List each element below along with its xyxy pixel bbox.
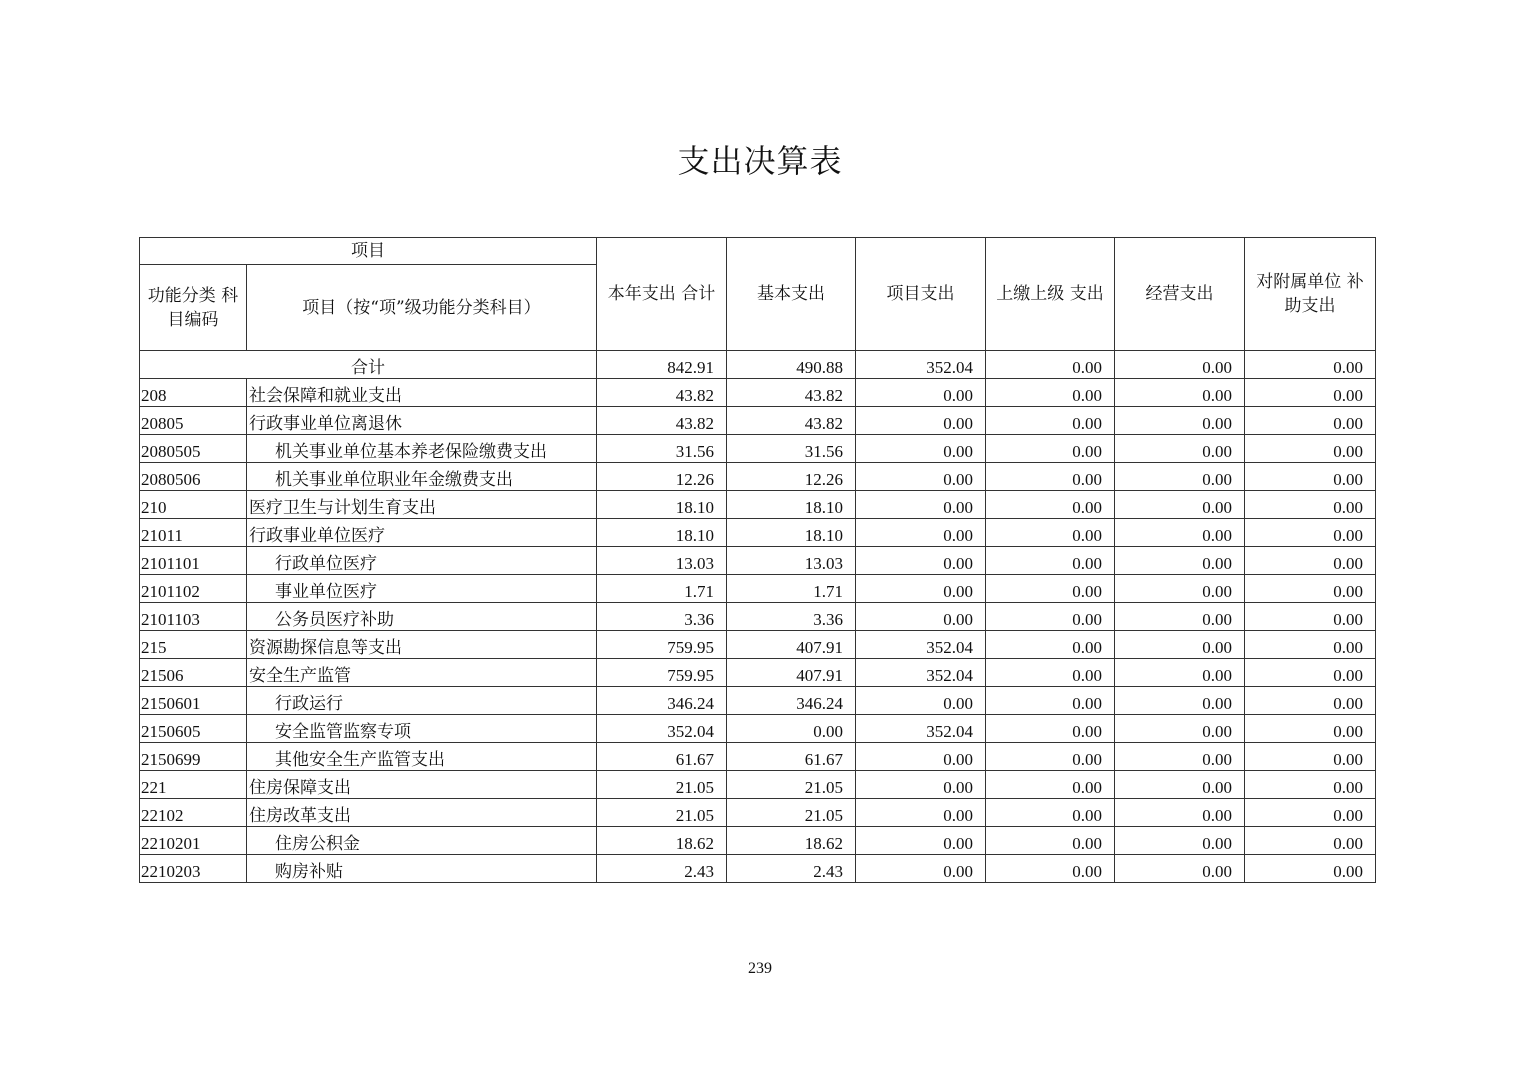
row-code: 2150601: [140, 687, 247, 715]
row-value: 0.00: [986, 519, 1115, 547]
row-value: 0.00: [986, 463, 1115, 491]
row-value: 0.00: [856, 519, 986, 547]
row-code: 215: [140, 631, 247, 659]
header-code: 功能分类 科目编码: [140, 265, 247, 351]
row-value: 0.00: [856, 547, 986, 575]
row-value: 0.00: [986, 771, 1115, 799]
row-value: 18.10: [727, 519, 856, 547]
row-value: 352.04: [856, 715, 986, 743]
row-value: 0.00: [856, 379, 986, 407]
row-name: 其他安全生产监管支出: [247, 743, 597, 771]
row-name: 社会保障和就业支出: [247, 379, 597, 407]
row-code: 2101102: [140, 575, 247, 603]
row-value: 0.00: [1245, 407, 1376, 435]
row-value: 0.00: [1115, 715, 1245, 743]
row-value: 0.00: [1245, 855, 1376, 883]
row-value: 0.00: [856, 407, 986, 435]
row-code: 2080505: [140, 435, 247, 463]
table-row: [140, 827, 1376, 855]
row-value: 31.56: [597, 435, 727, 463]
row-value: 13.03: [727, 547, 856, 575]
row-value: 0.00: [1245, 603, 1376, 631]
row-value: 0.00: [856, 827, 986, 855]
row-name: 医疗卫生与计划生育支出: [247, 491, 597, 519]
row-value: 0.00: [856, 603, 986, 631]
row-name: 住房改革支出: [247, 799, 597, 827]
total-cell: 0.00: [1115, 351, 1245, 379]
row-value: 0.00: [1115, 771, 1245, 799]
row-code: 208: [140, 379, 247, 407]
table-row: [140, 463, 1376, 491]
row-value: 21.05: [597, 771, 727, 799]
row-value: 31.56: [727, 435, 856, 463]
row-value: 0.00: [986, 715, 1115, 743]
header-name: 项目（按“项”级功能分类科目）: [247, 265, 597, 351]
row-value: 18.62: [597, 827, 727, 855]
row-code: 20805: [140, 407, 247, 435]
row-value: 0.00: [1245, 743, 1376, 771]
row-value: 0.00: [986, 659, 1115, 687]
row-value: 0.00: [986, 407, 1115, 435]
row-value: 0.00: [1245, 715, 1376, 743]
row-name: 公务员医疗补助: [247, 603, 597, 631]
row-value: 0.00: [1245, 463, 1376, 491]
row-value: 407.91: [727, 631, 856, 659]
row-value: 0.00: [1115, 575, 1245, 603]
row-value: 1.71: [727, 575, 856, 603]
row-value: 0.00: [856, 435, 986, 463]
row-value: 0.00: [986, 687, 1115, 715]
row-value: 0.00: [1115, 547, 1245, 575]
header-total: 本年支出 合计: [597, 238, 727, 351]
row-value: 407.91: [727, 659, 856, 687]
row-value: 0.00: [1245, 827, 1376, 855]
row-name: 住房保障支出: [247, 771, 597, 799]
row-value: 0.00: [1115, 603, 1245, 631]
row-code: 2210201: [140, 827, 247, 855]
row-value: 0.00: [1115, 631, 1245, 659]
row-name: 资源勘探信息等支出: [247, 631, 597, 659]
row-name: 安全生产监管: [247, 659, 597, 687]
row-value: 61.67: [597, 743, 727, 771]
row-value: 0.00: [856, 491, 986, 519]
row-code: 210: [140, 491, 247, 519]
row-code: 2080506: [140, 463, 247, 491]
row-value: 0.00: [856, 799, 986, 827]
total-cell: 352.04: [856, 351, 986, 379]
total-cell: 0.00: [1245, 351, 1376, 379]
row-value: 0.00: [1245, 435, 1376, 463]
row-name: 行政事业单位医疗: [247, 519, 597, 547]
page-title: 支出决算表: [677, 142, 843, 180]
row-value: 12.26: [727, 463, 856, 491]
row-value: 21.05: [727, 771, 856, 799]
row-value: 0.00: [856, 771, 986, 799]
row-name: 事业单位医疗: [247, 575, 597, 603]
row-value: 0.00: [1115, 855, 1245, 883]
row-value: 18.62: [727, 827, 856, 855]
row-value: 0.00: [1245, 799, 1376, 827]
row-value: 21.05: [597, 799, 727, 827]
row-value: 0.00: [1245, 547, 1376, 575]
header-project: 项目: [140, 238, 597, 265]
row-value: 0.00: [1245, 659, 1376, 687]
row-code: 2101101: [140, 547, 247, 575]
row-value: 352.04: [856, 659, 986, 687]
row-value: 0.00: [986, 603, 1115, 631]
table-row: [140, 575, 1376, 603]
total-cell: 490.88: [727, 351, 856, 379]
row-value: 0.00: [986, 827, 1115, 855]
table-row: [140, 799, 1376, 827]
table-row: [140, 547, 1376, 575]
row-name: 行政事业单位离退休: [247, 407, 597, 435]
table-row: [140, 743, 1376, 771]
row-value: 0.00: [1245, 687, 1376, 715]
total-cell: 0.00: [986, 351, 1115, 379]
row-name: 安全监管监察专项: [247, 715, 597, 743]
row-code: 2210203: [140, 855, 247, 883]
table-row: [140, 715, 1376, 743]
row-value: 18.10: [597, 519, 727, 547]
table-row: [140, 631, 1376, 659]
row-value: 43.82: [727, 407, 856, 435]
table-row: [140, 687, 1376, 715]
header-business: 经营支出: [1115, 238, 1245, 351]
row-value: 0.00: [1245, 771, 1376, 799]
row-value: 3.36: [727, 603, 856, 631]
table-row: [140, 435, 1376, 463]
row-name: 行政单位医疗: [247, 547, 597, 575]
row-value: 21.05: [727, 799, 856, 827]
row-value: 0.00: [1115, 827, 1245, 855]
row-value: 0.00: [986, 491, 1115, 519]
table-row: [140, 491, 1376, 519]
row-value: 0.00: [1115, 799, 1245, 827]
row-value: 43.82: [597, 407, 727, 435]
row-value: 346.24: [727, 687, 856, 715]
row-value: 0.00: [856, 687, 986, 715]
row-name: 机关事业单位基本养老保险缴费支出: [247, 435, 597, 463]
table-row: [140, 379, 1376, 407]
total-row: [140, 351, 1376, 379]
row-value: 352.04: [856, 631, 986, 659]
expenditure-table: [139, 237, 1376, 883]
row-value: 0.00: [1115, 659, 1245, 687]
row-value: 0.00: [1245, 379, 1376, 407]
table-row: [140, 519, 1376, 547]
row-value: 0.00: [986, 435, 1115, 463]
row-value: 0.00: [1115, 519, 1245, 547]
row-value: 0.00: [1115, 379, 1245, 407]
row-value: 3.36: [597, 603, 727, 631]
header-project-expenditure: 项目支出: [856, 238, 986, 351]
row-value: 0.00: [1245, 491, 1376, 519]
table-row: [140, 407, 1376, 435]
page-number: 239: [748, 960, 772, 977]
row-value: 0.00: [1115, 435, 1245, 463]
row-code: 2150699: [140, 743, 247, 771]
table-row: [140, 603, 1376, 631]
row-value: 43.82: [597, 379, 727, 407]
row-value: 759.95: [597, 659, 727, 687]
row-code: 21011: [140, 519, 247, 547]
header-upper: 上缴上级 支出: [986, 238, 1115, 351]
row-name: 行政运行: [247, 687, 597, 715]
row-value: 1.71: [597, 575, 727, 603]
row-value: 13.03: [597, 547, 727, 575]
row-value: 18.10: [597, 491, 727, 519]
row-code: 221: [140, 771, 247, 799]
row-code: 2150605: [140, 715, 247, 743]
table-row: [140, 771, 1376, 799]
row-value: 0.00: [986, 799, 1115, 827]
row-value: 43.82: [727, 379, 856, 407]
row-value: 18.10: [727, 491, 856, 519]
row-value: 0.00: [1115, 687, 1245, 715]
row-value: 0.00: [986, 575, 1115, 603]
row-value: 12.26: [597, 463, 727, 491]
row-name: 住房公积金: [247, 827, 597, 855]
table-row: [140, 855, 1376, 883]
row-name: 机关事业单位职业年金缴费支出: [247, 463, 597, 491]
row-name: 购房补贴: [247, 855, 597, 883]
table-row: [140, 659, 1376, 687]
row-code: 21506: [140, 659, 247, 687]
row-value: 346.24: [597, 687, 727, 715]
row-value: 0.00: [986, 631, 1115, 659]
row-value: 2.43: [597, 855, 727, 883]
row-value: 0.00: [856, 743, 986, 771]
row-value: 352.04: [597, 715, 727, 743]
row-value: 0.00: [727, 715, 856, 743]
total-label: 合计: [140, 351, 597, 379]
row-value: 0.00: [986, 855, 1115, 883]
row-code: 2101103: [140, 603, 247, 631]
header-subsidy: 对附属单位 补助支出: [1245, 238, 1376, 351]
row-value: 0.00: [1115, 491, 1245, 519]
row-value: 0.00: [986, 547, 1115, 575]
row-value: 0.00: [856, 855, 986, 883]
row-value: 0.00: [856, 463, 986, 491]
header-basic: 基本支出: [727, 238, 856, 351]
total-cell: 842.91: [597, 351, 727, 379]
row-value: 0.00: [986, 379, 1115, 407]
row-value: 0.00: [856, 575, 986, 603]
row-value: 0.00: [986, 743, 1115, 771]
row-value: 0.00: [1245, 631, 1376, 659]
row-value: 61.67: [727, 743, 856, 771]
row-value: 759.95: [597, 631, 727, 659]
row-value: 0.00: [1115, 463, 1245, 491]
row-value: 0.00: [1115, 407, 1245, 435]
row-value: 2.43: [727, 855, 856, 883]
row-value: 0.00: [1115, 743, 1245, 771]
row-value: 0.00: [1245, 519, 1376, 547]
row-value: 0.00: [1245, 575, 1376, 603]
row-code: 22102: [140, 799, 247, 827]
